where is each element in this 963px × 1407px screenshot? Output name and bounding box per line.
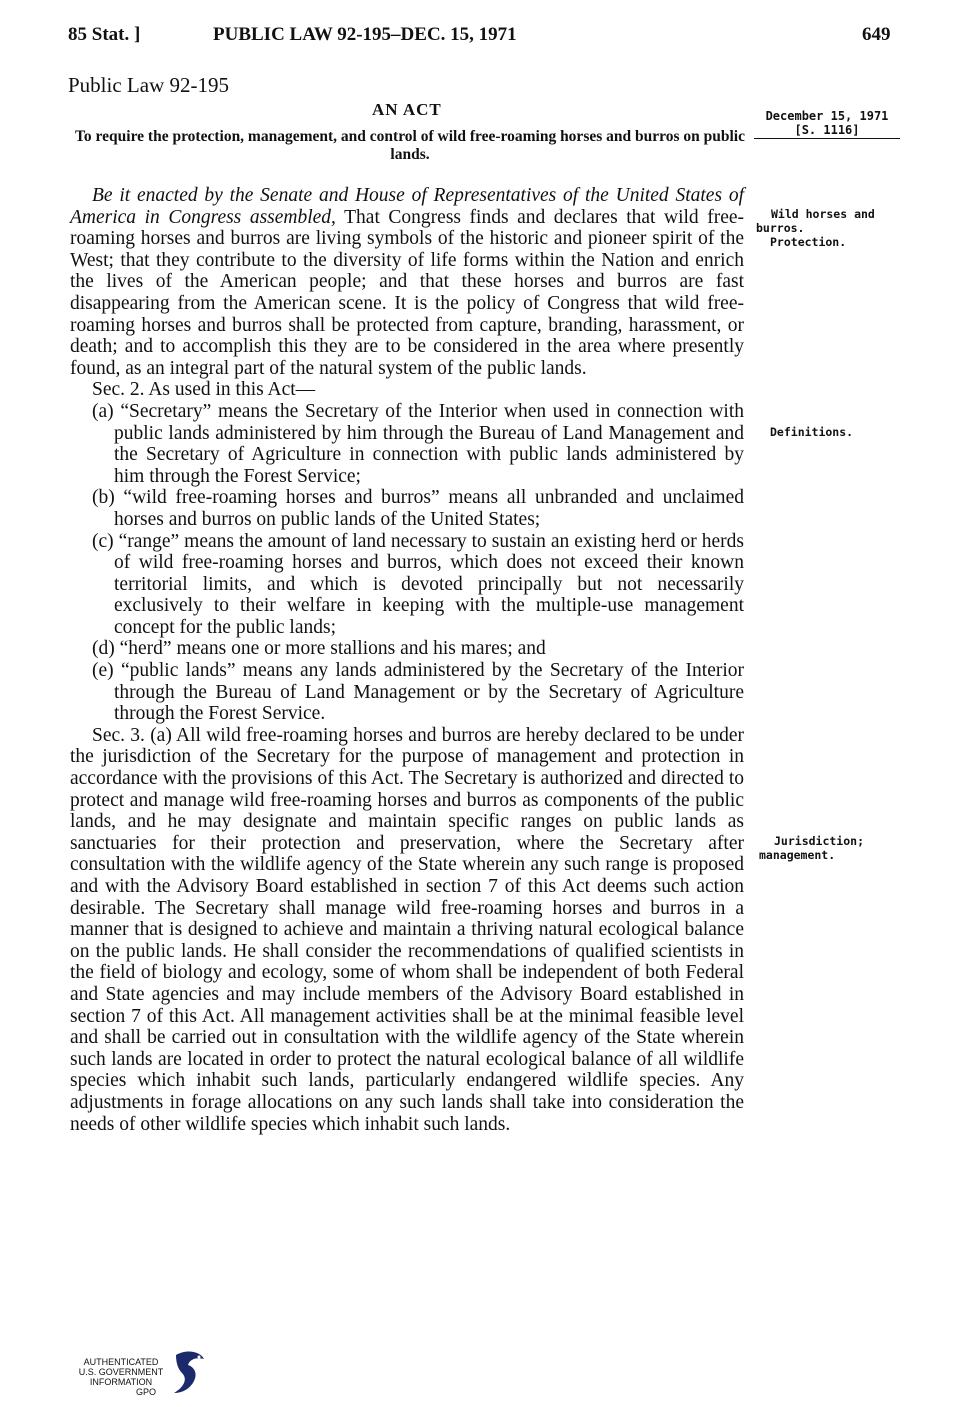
margin-note-wild-horses: Wild horses and burros. Protection.	[756, 207, 875, 249]
margin-note-definitions: Definitions.	[770, 425, 854, 439]
definition-c: (c) “range” means the amount of land necessary to sustain an existing herd or herds of wild free-roaming horses and burros, which does not exceed their known territorial limits, and which is devoted principally but not necessarily exclusively to their welfare in keeping with the multiple-use management concept for the public lands;	[92, 530, 744, 638]
margin-note-jurisdiction: Jurisdiction; management.	[759, 834, 865, 862]
seal-text: AUTHENTICATED U.S. GOVERNMENT INFORMATION GPO	[78, 1357, 164, 1397]
definition-a: (a) “Secretary” means the Secretary of the Interior when used in connection with public lands administered by him through the Bureau of Land Management and the Secretary of Agriculture in connection with public lands administered by him through the Forest Service;	[92, 400, 744, 487]
public-law-title: Public Law 92-195	[68, 73, 229, 97]
section-2-heading: Sec. 2. As used in this Act—	[92, 379, 316, 401]
enacting-clause	[70, 185, 744, 379]
act-body	[70, 185, 744, 1135]
header-stat: 85 Stat. ]	[68, 24, 141, 45]
enacting-formula: Be it enacted by the Senate and House of Representatives of the United States of America in Congress assembled,	[70, 185, 744, 228]
act-purpose: To require the protection, management, and control of wild free-roaming horses and burros on public lands.	[75, 128, 745, 163]
enactment-date: December 15, 1971	[765, 109, 889, 123]
eagle-logo-icon	[172, 1349, 208, 1395]
header-law-date: PUBLIC LAW 92-195–DEC. 15, 1971	[213, 24, 517, 45]
senate-bill-number: [S. 1116]	[794, 123, 860, 137]
an-act-heading: AN ACT	[372, 100, 442, 119]
margin-rule	[754, 138, 900, 139]
page-number: 649	[862, 24, 891, 45]
gpo-authentication-seal	[70, 1357, 172, 1397]
definition-b: (b) “wild free-roaming horses and burros” means all unbranded and unclaimed horses and burros on public lands of the United States;	[92, 487, 744, 530]
definition-d: (d) “herd” means one or more stallions and his mares; and	[92, 638, 546, 660]
definition-e: (e) “public lands” means any lands administered by the Secretary of the Interior through the Bureau of Land Management or by the Secretary of Agriculture through the Forest Service.	[92, 660, 744, 725]
section-3-text: Sec. 3. (a) All wild free-roaming horses and burros are hereby declared to be under the jurisdiction of the Secretary for the purpose of management and protection in accordance with the provisions of this Act. The Secretary is authorized and directed to protect and manage wild free-roaming horses and burros as components of the public lands, and he may designate and maintain specific ranges on public lands as sanctuaries for their protection and preservation, where the Secretary after consultation with the wildlife agency of the State wherein any such range is proposed and with the Advisory Board established in section 7 of this Act deems such action desirable. The Secretary shall manage wild free-roaming horses and burros in a manner that is designed to achieve and maintain a thriving natural ecological balance on the public lands. He shall consider the recommendations of qualified scientists in the field of biology and ecology, some of whom shall be independent of both Federal and State agencies and may include members of the Advisory Board established in section 7 of this Act. All management activities shall be at the minimal feasible level and shall be carried out in consultation with the wildlife agency of the State wherein such lands are located in order to protect the natural ecological balance of all wildlife species which inhabit such lands, particularly endangered wildlife species. Any adjustments in forage allocations on any such lands shall take into consideration the needs of other wildlife species which inhabit such lands.	[70, 724, 744, 1135]
margin-date-block	[752, 109, 902, 139]
section-1-text: That Congress finds and declares that wild free-roaming horses and burros are living symbols of the historic and pioneer spirit of the West; that they contribute to the diversity of life forms within the Nation and enrich the lives of the American people; and that these horses and burros are fast disappearing from the American scene. It is the policy of Congress that wild free-roaming horses and burros shall be protected from capture, branding, harassment, or death; and to accomplish this they are to be considered in the area where presently found, as an integral part of the natural system of the public lands.	[70, 206, 744, 379]
